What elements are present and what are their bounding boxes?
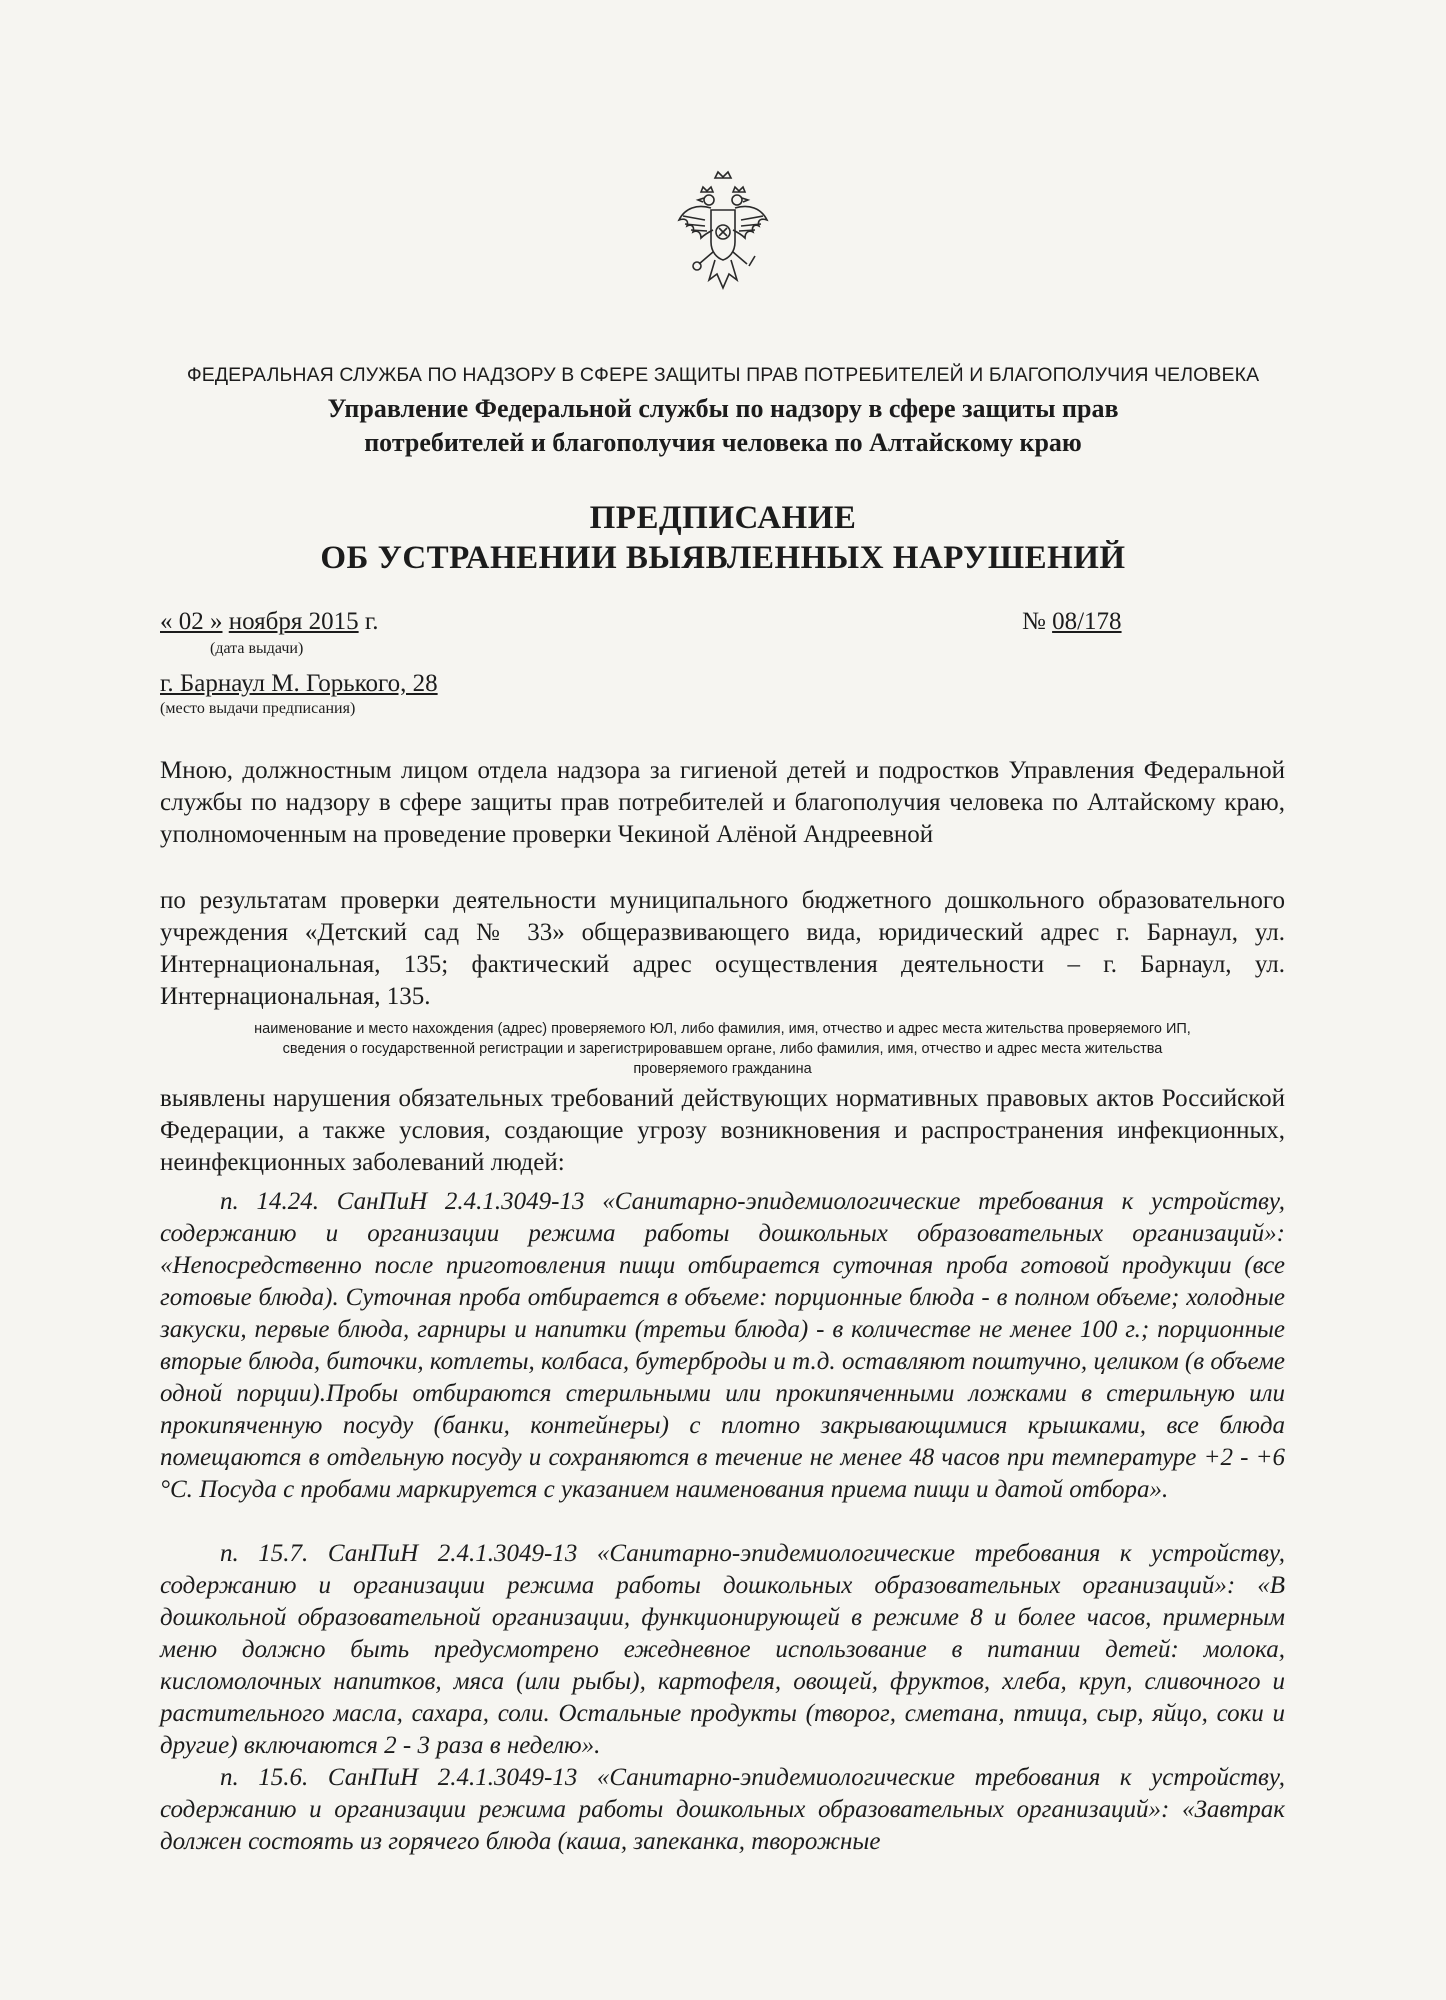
document-number bbox=[1022, 608, 1122, 636]
document-title bbox=[160, 498, 1286, 578]
double-headed-eagle-emblem-icon bbox=[675, 168, 771, 300]
issue-date-caption: (дата выдачи) bbox=[210, 640, 304, 657]
subject-caption-line: сведения о государственной регистрации и зарегистрировавшем органе, либо фамилия, имя, отчество и адрес места жительства bbox=[282, 1041, 1163, 1057]
issue-date-month-year: ноября 2015 bbox=[228, 608, 359, 635]
document-number-prefix: № bbox=[1022, 608, 1046, 635]
office-name bbox=[160, 392, 1286, 460]
issue-date-day: « 02 » bbox=[160, 608, 223, 635]
subject-caption-line: наименование и место нахождения (адрес) проверяемого ЮЛ, либо фамилия, имя, отчество и адрес места жительства проверяемого ИП, bbox=[254, 1021, 1191, 1037]
agency-name: ФЕДЕРАЛЬНАЯ СЛУЖБА ПО НАДЗОРУ В СФЕРЕ ЗАЩИТЫ ПРАВ ПОТРЕБИТЕЛЕЙ И БЛАГОПОЛУЧИЯ ЧЕЛОВЕКА bbox=[186, 364, 1260, 386]
paragraph-official: Мною, должностным лицом отдела надзора за гигиеной детей и подростков Управления Федеральной службы по надзору в сфере защиты прав потребителей и благополучия человека по Алтайскому краю, уполномоченным на проведение проверки Чекиной Алёной Андреевной bbox=[160, 757, 1285, 848]
subject-caption bbox=[160, 1019, 1285, 1079]
issue-date bbox=[160, 608, 379, 636]
subject-caption-line: проверяемого гражданина bbox=[633, 1061, 812, 1077]
office-name-line: потребителей и благополучия человека по Алтайскому краю bbox=[364, 428, 1082, 457]
issue-place-caption: (место выдачи предписания) bbox=[160, 700, 356, 717]
office-name-line: Управление Федеральной службы по надзору в сфере защиты прав bbox=[327, 394, 1119, 423]
document-number-value: 08/178 bbox=[1052, 608, 1122, 635]
paragraph-violations: выявлены нарушения обязательных требований действующих нормативных правовых актов Российской Федерации, а также условия, создающие угрозу возникновения и распространения инфекционных, неинфекционных заболеваний людей: bbox=[160, 1085, 1285, 1176]
issue-place: г. Барнаул М. Горького, 28 bbox=[160, 670, 438, 697]
violation-item-15-6: п. 15.6. СанПиН 2.4.1.3049-13 «Санитарно-эпидемиологические требования к устройству, содержанию и организации режима работы дошкольных образовательных организаций»: «Завтрак должен состоять из горячего блюда (каша, запеканка, творожные bbox=[160, 1764, 1285, 1855]
violation-item-14-24: п. 14.24. СанПиН 2.4.1.3049-13 «Санитарно-эпидемиологические требования к устройству, содержанию и организации режима работы дошкольных образовательных организаций»: «Непосредственно после приготовления пищи отбирается суточная проба готовой продукции (все готовые блюда). Суточная проба отбирается в объеме: порционные блюда - в полном объеме; холодные закуски, первые блюда, гарниры и напитки (третьи блюда) - в количестве не менее 100 г.; порционные вторые блюда, биточки, котлеты, колбаса, бутерброды и т.д. оставляют поштучно, целиком (в объеме одной порции).Пробы отбираются стерильными или прокипяченными ложками в стерильную или прокипяченную посуду (банки, контейнеры) с плотно закрывающимися крышками, все блюда помещаются в отдельную посуду и сохраняются в течение не менее 48 часов при температуре +2 - +6 °С. Посуда с пробами маркируется с указанием наименования приема пищи и датой отбора». bbox=[160, 1188, 1285, 1503]
title-line: ПРЕДПИСАНИЕ bbox=[589, 500, 857, 536]
violation-item-15-7: п. 15.7. СанПиН 2.4.1.3049-13 «Санитарно-эпидемиологические требования к устройству, содержанию и организации режима работы дошкольных образовательных организаций»: «В дошкольной образовательной организации, функционирующей в режиме 8 и более часов, примерным меню должно быть предусмотрено ежедневное использование в питании детей: молока, кисломолочных напитков, мяса (или рыбы), картофеля, овощей, фруктов, хлеба, круп, сливочного и растительного масла, сахара, соли. Остальные продукты (творог, сметана, птица, сыр, яйцо, соки и другие) включаются 2 - 3 раза в неделю». bbox=[160, 1540, 1285, 1759]
issue-date-suffix: г. bbox=[364, 608, 379, 635]
paragraph-subject: по результатам проверки деятельности муниципального бюджетного дошкольного образовательного учреждения «Детский сад № 33» общеразвивающего вида, юридический адрес г. Барнаул, ул. Интернациональная, 135; фактический адрес осуществления деятельности – г. Барнаул, ул. Интернациональная, 135. bbox=[160, 887, 1285, 1010]
title-line: ОБ УСТРАНЕНИИ ВЫЯВЛЕННЫХ НАРУШЕНИЙ bbox=[320, 540, 1126, 576]
